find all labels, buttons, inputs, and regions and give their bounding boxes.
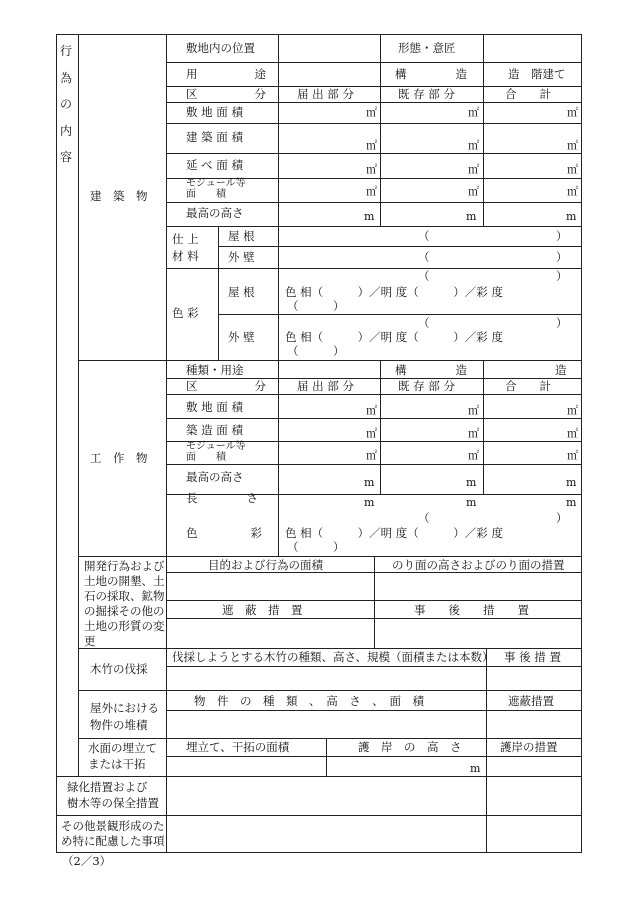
structure-module-label: モジュール等 — [186, 441, 246, 452]
finish-materials-label-2: 材 料 — [172, 249, 199, 263]
logging-desc-header: 伐採しようとする木竹の種類、高さ、規模（面積または本数） — [172, 650, 494, 664]
unit-m: m — [566, 210, 577, 223]
grid-h — [166, 123, 581, 124]
after-measure-header: 事 後 措 置 — [414, 603, 529, 617]
max-height-label: 最高の高さ — [186, 206, 244, 220]
unit-m2: ㎡ — [567, 106, 578, 119]
unit-m2: ㎡ — [567, 404, 578, 417]
development-label-6: 更 — [84, 634, 96, 648]
screening-header: 遮 蔽 措 置 — [222, 603, 303, 617]
development-label-4: の掘採その他の — [84, 604, 165, 618]
storage-screen-header: 遮蔽措置 — [508, 694, 554, 708]
grid-h — [78, 556, 581, 557]
side-title: 行為の内容 — [59, 44, 72, 164]
roof-color-line-2: （ ） — [287, 299, 345, 313]
grid-h — [166, 666, 581, 667]
unit-m: m — [466, 210, 477, 223]
storage-label-2: 物件の堆積 — [90, 718, 148, 732]
site-area-label: 敷 地 面 積 — [186, 105, 243, 119]
structure-existing-header: 既 存 部 分 — [398, 379, 455, 393]
grid-h — [166, 153, 581, 154]
development-label-5: 土地の形質の変 — [84, 619, 165, 633]
building-section-label: 建 築 物 — [90, 189, 148, 203]
roof-color-line: 色 相（ ）／明 度（ ）／彩 度 — [285, 285, 503, 299]
wall-color-line-2: （ ） — [287, 344, 345, 358]
grid-h — [78, 360, 581, 361]
structure-notified-header: 届 出 部 分 — [297, 379, 354, 393]
grid-h — [166, 226, 581, 227]
unit-m2: ㎡ — [468, 404, 479, 417]
wall-color-paren: （ ） — [418, 316, 568, 330]
outer-border-top — [56, 34, 582, 35]
structure-built-area-label: 築 造 面 積 — [186, 423, 243, 437]
structure-length-label: 長 さ — [186, 491, 258, 505]
unit-m: m — [364, 210, 375, 223]
structure-value: 造 階建て — [508, 67, 566, 81]
grid-v — [278, 360, 279, 556]
grid-h — [218, 246, 581, 247]
grid-h — [166, 62, 581, 63]
unit-m: m — [566, 496, 577, 509]
unit-m2: ㎡ — [366, 163, 377, 176]
notified-part-header: 届 出 部 分 — [297, 87, 354, 101]
structure-color-line-2: （ ） — [287, 540, 345, 554]
unit-m2: ㎡ — [567, 449, 578, 462]
wall-color-label: 外 壁 — [228, 330, 255, 344]
revetment-height-header: 護 岸 の 高 さ — [358, 740, 462, 754]
unit-m2: ㎡ — [366, 449, 377, 462]
grid-v — [380, 360, 381, 494]
roof-material-paren: （ ） — [418, 229, 568, 243]
grid-h — [78, 648, 581, 649]
reclaim-area-header: 埋立て、干拓の面積 — [186, 740, 290, 754]
grid-h — [166, 710, 581, 711]
unit-m2: ㎡ — [468, 106, 479, 119]
color-label: 色 彩 — [172, 306, 199, 320]
unit-m: m — [470, 762, 481, 775]
development-label-3: 石の採取、鉱物 — [84, 589, 165, 603]
unit-m2: ㎡ — [468, 427, 479, 440]
unit-m2: ㎡ — [468, 449, 479, 462]
structure-site-area-label: 敷 地 面 積 — [186, 400, 243, 414]
unit-m2: ㎡ — [468, 185, 479, 198]
form-design-label: 形態・意匠 — [398, 41, 456, 55]
unit-m2: ㎡ — [567, 185, 578, 198]
greening-label-1: 緑化措置および — [67, 780, 148, 794]
module-area-label: モジュール等 — [186, 178, 246, 189]
grid-h — [78, 690, 581, 691]
grid-h — [56, 776, 582, 777]
other-label-1: その他景観形成のた — [61, 819, 165, 833]
slope-header: のり面の高さおよびのり面の措置 — [392, 558, 565, 572]
reclaim-label-2: または干拓 — [88, 757, 146, 771]
roof-label: 屋 根 — [228, 229, 255, 243]
grid-h — [218, 314, 581, 315]
unit-m: m — [364, 496, 375, 509]
grid-h — [56, 815, 582, 816]
grid-h — [166, 600, 581, 601]
total-header: 合 計 — [505, 87, 551, 101]
development-label-1: 開発行為および — [84, 559, 165, 573]
unit-m: m — [466, 496, 477, 509]
greening-label-2: 樹木等の保全措置 — [67, 796, 159, 810]
logging-after-header: 事 後 措 置 — [504, 650, 561, 664]
storage-label-1: 屋外における — [90, 701, 159, 715]
revetment-measure-header: 護岸の措置 — [500, 740, 558, 754]
roof-color-label: 屋 根 — [228, 285, 255, 299]
unit-m2: ㎡ — [366, 139, 377, 152]
unit-m: m — [364, 476, 375, 489]
grid-v — [486, 776, 487, 852]
structure-build-label: 構 造 — [395, 363, 467, 377]
outer-border-bottom — [56, 852, 582, 853]
structure-division-label: 区 分 — [186, 379, 266, 393]
grid-h — [166, 464, 581, 465]
reclaim-label-1: 水面の埋立て — [88, 741, 157, 755]
grid-h — [166, 572, 581, 573]
structure-color-label: 色 彩 — [186, 526, 262, 540]
grid-h — [166, 394, 581, 395]
unit-m2: ㎡ — [567, 427, 578, 440]
wall-label: 外 壁 — [228, 250, 255, 264]
existing-part-header: 既 存 部 分 — [398, 87, 455, 101]
unit-m2: ㎡ — [468, 163, 479, 176]
outer-border-left — [56, 34, 57, 852]
unit-m2: ㎡ — [366, 404, 377, 417]
grid-v — [483, 360, 484, 494]
grid-v — [374, 556, 375, 648]
unit-m2: ㎡ — [567, 163, 578, 176]
unit-m2: ㎡ — [366, 106, 377, 119]
grid-v — [278, 86, 279, 226]
unit-m: m — [566, 476, 577, 489]
structure-build-value: 造 — [555, 363, 567, 377]
structure-total-header: 合 計 — [505, 379, 551, 393]
structure-section-label: 工 作 物 — [90, 451, 148, 465]
roof-color-paren: （ ） — [418, 269, 568, 283]
grid-h — [166, 756, 581, 757]
outer-border-right — [581, 34, 582, 852]
wall-color-line: 色 相（ ）／明 度（ ）／彩 度 — [285, 330, 503, 344]
grid-h — [166, 418, 581, 419]
unit-m2: ㎡ — [468, 139, 479, 152]
storage-desc-header: 物 件 の 種 類 、 高 さ 、 面 積 — [194, 694, 424, 708]
development-label-2: 土地の開墾、土 — [84, 574, 165, 588]
structure-color-paren: （ ） — [418, 511, 568, 525]
division-label: 区 分 — [186, 87, 266, 101]
grid-v — [278, 34, 279, 86]
side-title-divider — [78, 34, 79, 776]
building-area-label: 建 築 面 積 — [186, 130, 243, 144]
page-number: （2／3） — [62, 854, 112, 868]
structure-max-height-label: 最高の高さ — [186, 470, 244, 484]
purpose-area-header: 目的および行為の面積 — [208, 558, 323, 572]
grid-h — [166, 618, 581, 619]
unit-m2: ㎡ — [366, 185, 377, 198]
unit-m: m — [466, 476, 477, 489]
grid-h — [78, 738, 581, 739]
location-label: 敷地内の位置 — [186, 41, 255, 55]
unit-m2: ㎡ — [366, 427, 377, 440]
structure-module-label-2: 面 積 — [186, 452, 226, 463]
logging-label: 木竹の伐採 — [90, 662, 148, 676]
kind-use-label: 種類・用途 — [186, 363, 244, 377]
grid-h — [166, 202, 581, 203]
other-label-2: め特に配慮した事項 — [61, 834, 165, 848]
wall-material-paren: （ ） — [418, 250, 568, 264]
use-label: 用 途 — [186, 67, 266, 81]
unit-m2: ㎡ — [567, 139, 578, 152]
finish-materials-label: 仕 上 — [172, 232, 199, 246]
module-area-label-2: 面 積 — [186, 189, 226, 200]
grid-v — [326, 738, 327, 776]
label-column-divider — [166, 34, 167, 852]
structure-color-line: 色 相（ ）／明 度（ ）／彩 度 — [285, 526, 503, 540]
floor-area-label: 延 べ 面 積 — [186, 158, 243, 172]
structure-label: 構 造 — [395, 67, 467, 81]
grid-h — [166, 102, 581, 103]
